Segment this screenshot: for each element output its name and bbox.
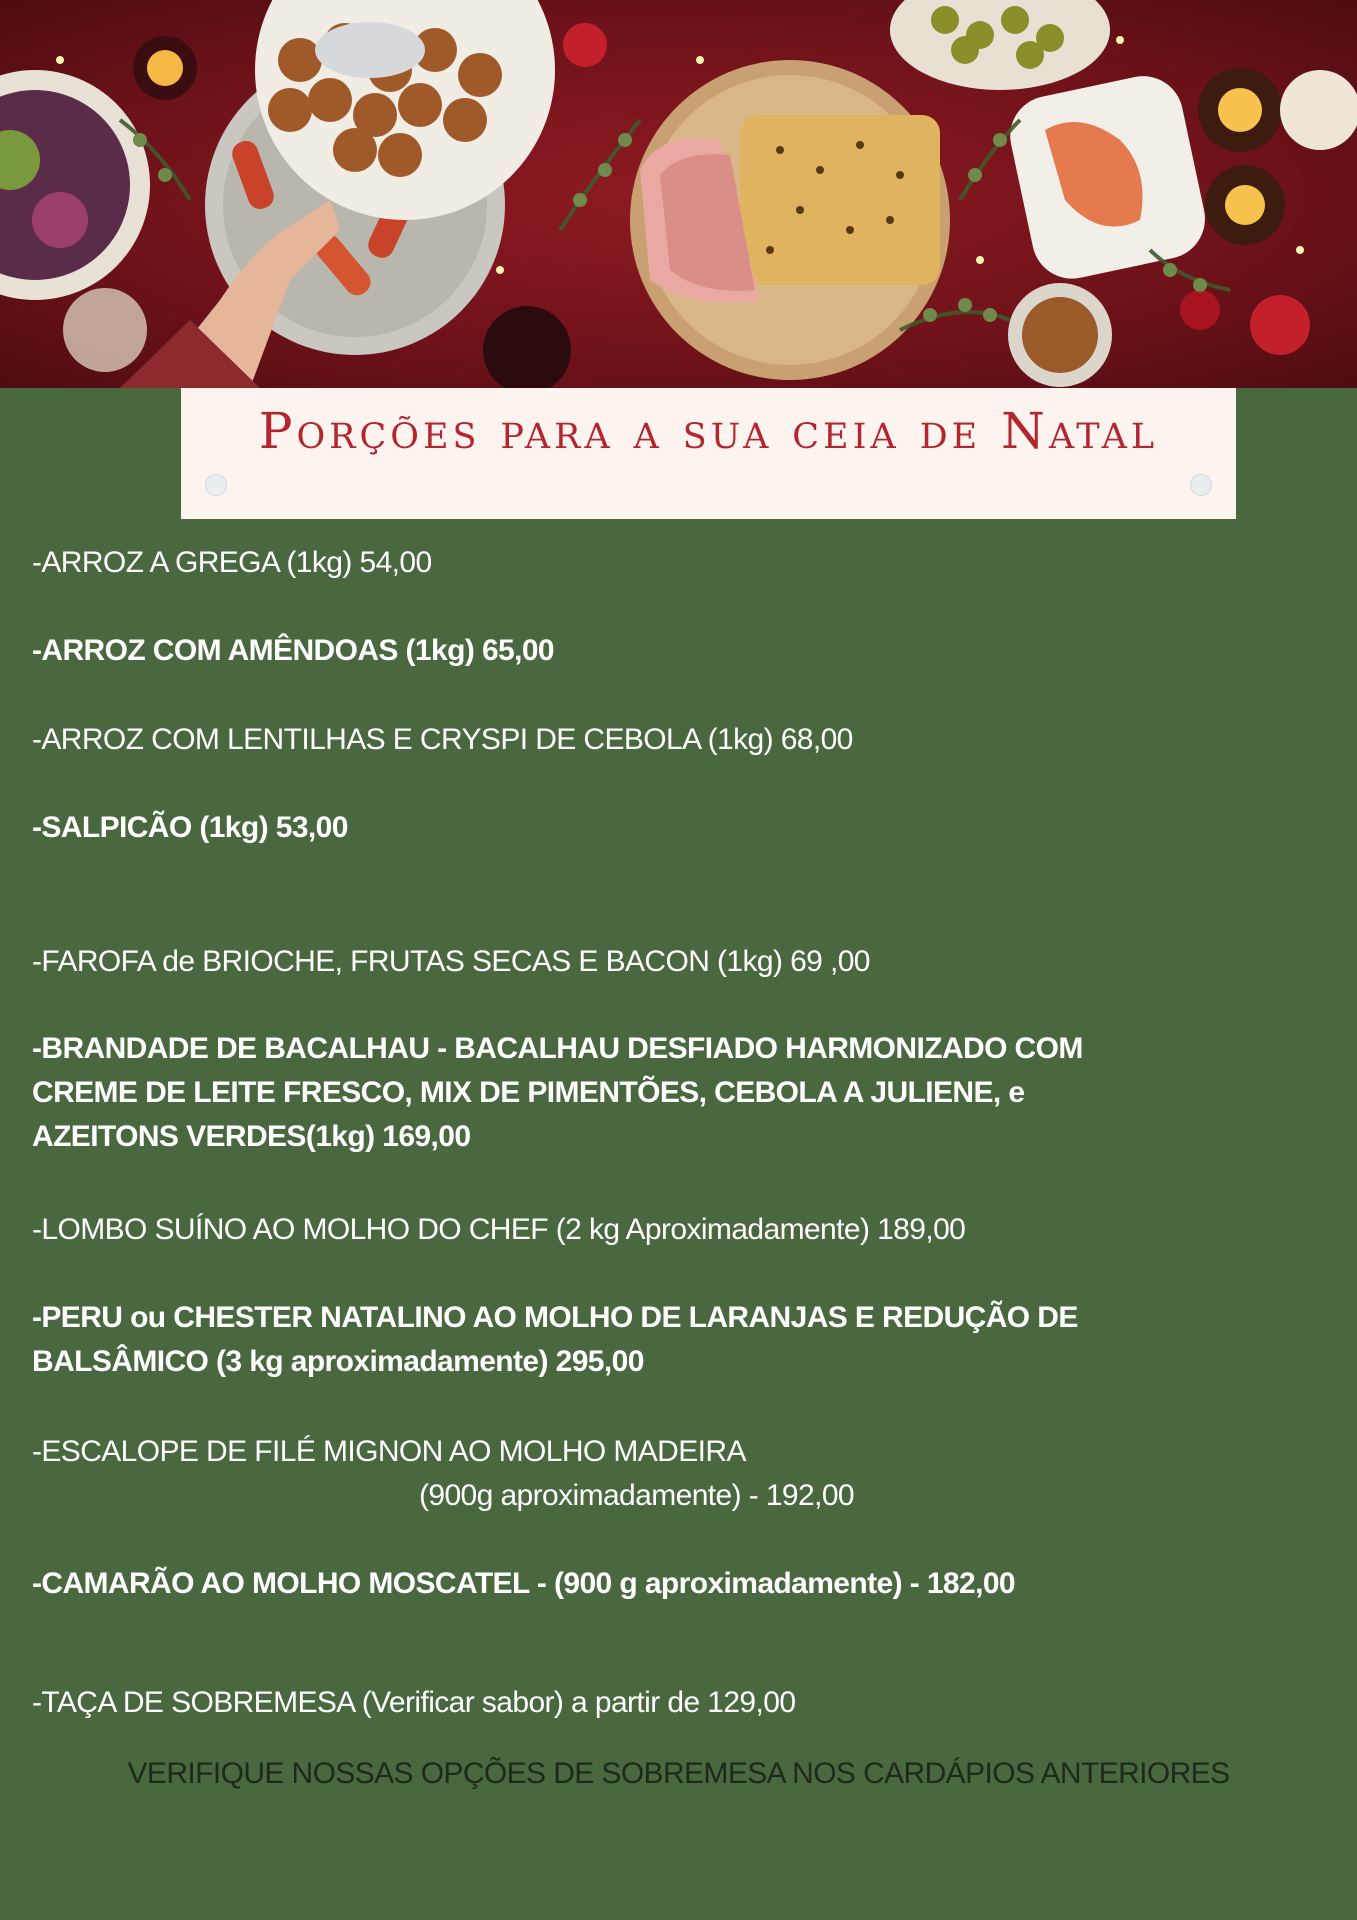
- menu-item-line: -BRANDADE DE BACALHAU - BACALHAU DESFIADO HARMONIZADO COM: [32, 1032, 1083, 1065]
- menu-item: -LOMBO SUÍNO AO MOLHO DO CHEF (2 kg Aproximadamente) 189,00: [32, 1213, 966, 1246]
- menu-item: [32, 1430, 1322, 1518]
- footer-note: VERIFIQUE NOSSAS OPÇÕES DE SOBREMESA NOS CARDÁPIOS ANTERIORES: [127, 1757, 1230, 1790]
- menu-item: -ARROZ A GREGA (1kg) 54,00: [32, 546, 432, 579]
- menu-item-line: CREME DE LEITE FRESCO, MIX DE PIMENTÕES, CEBOLA A JULIENE, e: [32, 1076, 1025, 1109]
- menu-item: -CAMARÃO AO MOLHO MOSCATEL - (900 g aproximadamente) - 182,00: [32, 1567, 1016, 1600]
- menu-item: [32, 1296, 1322, 1384]
- menu-item-line: -ESCALOPE DE FILÉ MIGNON AO MOLHO MADEIRA: [32, 1435, 746, 1468]
- menu-item-line: (900g aproximadamente) - 192,00: [419, 1479, 855, 1512]
- festive-table-illustration: [0, 0, 1357, 388]
- food-photo-banner: [0, 0, 1357, 388]
- menu-item: -FAROFA de BRIOCHE, FRUTAS SECAS E BACON (1kg) 69 ,00: [32, 945, 870, 978]
- menu-item: -TAÇA DE SOBREMESA (Verificar sabor) a partir de 129,00: [32, 1686, 796, 1719]
- page-title: Porções para a sua ceia de Natal: [258, 402, 1159, 460]
- decorative-dot: [1190, 474, 1212, 496]
- menu-item: -ARROZ COM AMÊNDOAS (1kg) 65,00: [32, 634, 555, 667]
- menu-item: [32, 1027, 1322, 1159]
- menu-item-line: AZEITONS VERDES(1kg) 169,00: [32, 1120, 471, 1153]
- menu-item-line: -PERU ou CHESTER NATALINO AO MOLHO DE LARANJAS E REDUÇÃO DE: [32, 1301, 1078, 1334]
- decorative-dot: [205, 474, 227, 496]
- menu-item-line: BALSÂMICO (3 kg aproximadamente) 295,00: [32, 1345, 644, 1378]
- menu-item: -SALPICÃO (1kg) 53,00: [32, 811, 348, 844]
- menu-item: -ARROZ COM LENTILHAS E CRYSPI DE CEBOLA (1kg) 68,00: [32, 723, 853, 756]
- title-card: [181, 388, 1236, 519]
